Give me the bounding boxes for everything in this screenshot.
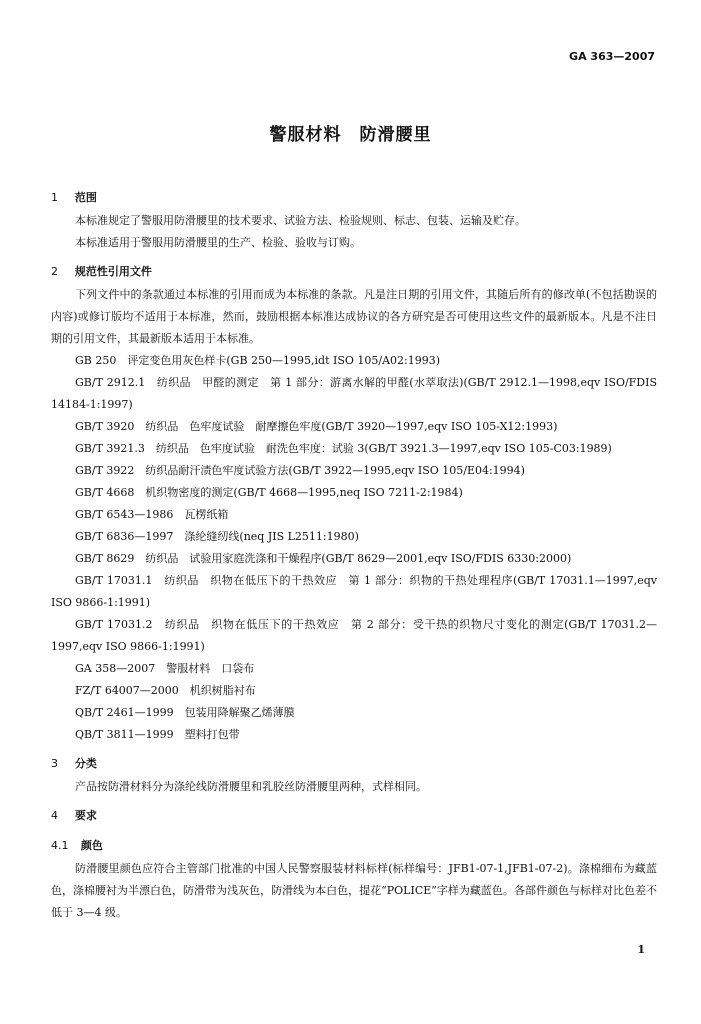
reference-item: GB/T 3920 纺织品 色牢度试验 耐摩擦色牢度(GB/T 3920—1997,eqv ISO 105-X12:1993): [75, 420, 558, 433]
section-heading: 要求: [74, 809, 97, 822]
paragraph: 本标准规定了警服用防滑腰里的技术要求、试验方法、检验规则、标志、包装、运输及贮存。: [75, 214, 526, 227]
document-title: 警服材料 防滑腰里: [269, 125, 432, 145]
paragraph: 防滑腰里颜色应符合主管部门批准的中国人民警察服装材料标样(标样编号：JFB1-07-1,JFB1-07-2)。涤棉细布为藏蓝色，涤棉腰衬为半漂白色，防滑带为浅灰色，防滑线为本白色，提花“POLICE”字样为藏蓝色。各部件颜色与标样对比色差不低于 3—4 级。: [51, 862, 657, 919]
reference-item: GB/T 17031.1 纺织品 织物在低压下的干热效应 第 1 部分：织物的干热处理程序(GB/T 17031.1—1997,eqv ISO 9866-1:1991): [51, 574, 657, 609]
section-number: 4.1: [51, 839, 69, 852]
page-number: 1: [637, 943, 645, 956]
reference-item: GB/T 2912.1 纺织品 甲醛的测定 第 1 部分：游离水解的甲醛(水萃取法)(GB/T 2912.1—1998,eqv ISO/FDIS 14184-1:1997): [51, 376, 657, 411]
reference-item: GB/T 8629 纺织品 试验用家庭洗涤和干燥程序(GB/T 8629—2001,eqv ISO/FDIS 6330:2000): [75, 552, 572, 565]
reference-item: GB 250 评定变色用灰色样卡(GB 250—1995,idt ISO 105/A02:1993): [75, 354, 441, 367]
section-number: 1: [51, 191, 58, 204]
reference-item: GB/T 3922 纺织品耐汗渍色牢度试验方法(GB/T 3922—1995,eqv ISO 105/E04:1994): [75, 464, 525, 477]
standard-code: GA 363—2007: [569, 50, 655, 63]
reference-item: GA 358—2007 警服材料 口袋布: [75, 662, 255, 675]
reference-item: GB/T 6543—1986 瓦楞纸箱: [75, 508, 229, 521]
paragraph: 下列文件中的条款通过本标准的引用而成为本标准的条款。凡是注日期的引用文件，其随后所有的修改单(不包括勘误的内容)或修订版均不适用于本标准，然而，鼓励根据本标准达成协议的各方研究是否可使用这些文件的最新版本。凡是不注日期的引用文件，其最新版本适用于本标准。: [51, 288, 657, 345]
section-number: 3: [51, 757, 58, 770]
reference-item: FZ/T 64007—2000 机织树脂衬布: [75, 684, 256, 697]
paragraph: 本标准适用于警服用防滑腰里的生产、检验、验收与订购。: [75, 236, 361, 249]
paragraph: 产品按防滑材料分为涤纶线防滑腰里和乳胶丝防滑腰里两种，式样相同。: [75, 780, 427, 793]
reference-item: GB/T 6836—1997 涤纶缝纫线(neq JIS L2511:1980): [75, 530, 359, 543]
section-classification: [51, 752, 657, 798]
section-scope: [51, 186, 657, 254]
section-number: 2: [51, 265, 58, 278]
section-number: 4: [51, 809, 58, 822]
section-color: [51, 834, 657, 924]
section-heading: 分类: [74, 757, 97, 770]
section-heading: 范围: [74, 191, 97, 204]
reference-item: GB/T 3921.3 纺织品 色牢度试验 耐洗色牢度：试验 3(GB/T 3921.3—1997,eqv ISO 105-C03:1989): [75, 442, 612, 455]
reference-item: QB/T 2461—1999 包装用降解聚乙烯薄膜: [75, 706, 295, 719]
section-requirements: [51, 804, 657, 828]
reference-item: GB/T 17031.2 纺织品 织物在低压下的干热效应 第 2 部分：受干热的织物尺寸变化的测定(GB/T 17031.2—1997,eqv ISO 9866-1:1991): [51, 618, 657, 653]
section-heading: 颜色: [80, 839, 103, 852]
document-body: [51, 186, 657, 924]
reference-item: GB/T 4668 机织物密度的测定(GB/T 4668—1995,neq ISO 7211-2:1984): [75, 486, 463, 499]
reference-item: QB/T 3811—1999 塑料打包带: [75, 728, 240, 741]
section-heading: 规范性引用文件: [74, 265, 152, 278]
section-normative-references: [51, 260, 657, 746]
